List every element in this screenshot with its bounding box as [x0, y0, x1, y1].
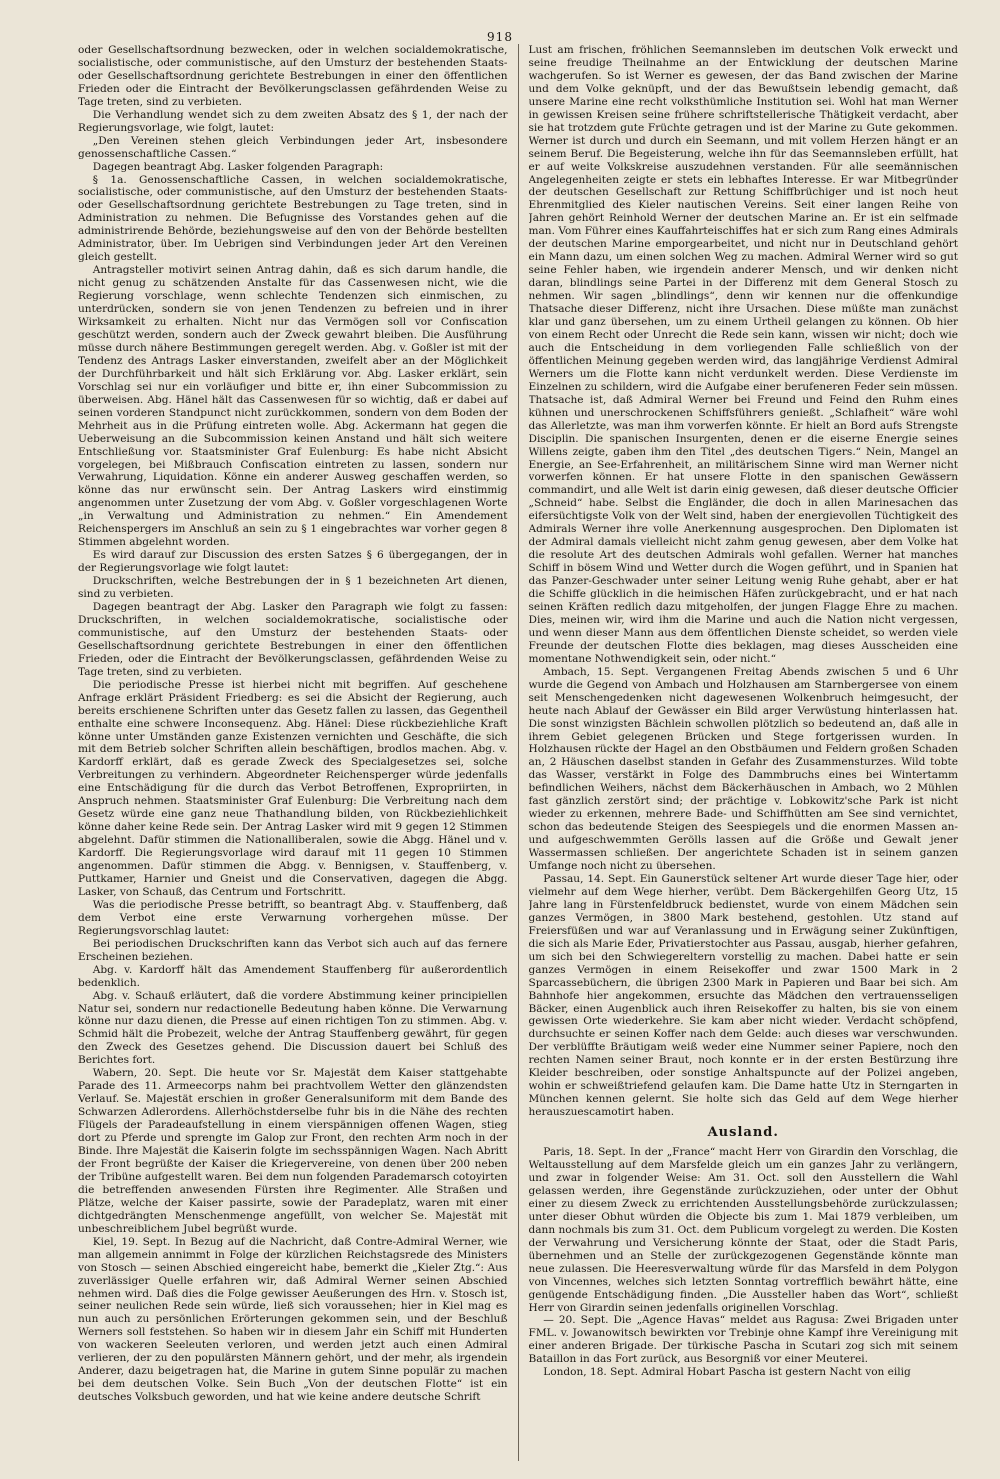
article-paragraph: oder Gesellschaftsordnung bezwecken, oder in welchen socialdemokratische, socialistische, oder communistische, auf den Umsturz der bestehenden Staats- oder Gesellschaftsordnung gerichtete Bestrebungen in einer den öffentlichen Frieden oder die Eintracht der Bevölkerungsclassen gefährdenden Weise zu Tage treten, sind zu verbieten.	[78, 44, 508, 108]
article-paragraph: Passau, 14. Sept. Ein Gaunerstück seltener Art wurde dieser Tage hier, oder vielmehr auf dem Wege hierher, verübt. Dem Bäckergehilfen Georg Utz, 15 Jahre lang in Fürstenfeldbruck bedienstet, wurde von einem Mädchen sein ganzes Vermögen, in 3800 Mark bestehend, gestohlen. Utz stand auf Freiersfüßen und war auf Veranlassung und in Erwägung seiner Zukünftigen, die sich als Marie Eder, Privatierstochter aus Passau, ausgab, hierher gefahren, um sich bei den Schwiegereltern vorstellig zu machen. Dabei hatte er sein ganzes Vermögen in einem Reisekoffer und zwar 1500 Mark in 2 Sparcassebüchern, die übrigen 2300 Mark in Papieren und Baar bei sich. Am Bahnhofe hier angekommen, ersuchte das Mädchen den vertrauensseligen Bäcker, einen Augenblick auch ihren Reisekoffer zu halten, bis sie von einem gewissen Orte wiederkehre. Sie kam aber nicht wieder. Verdacht schöpfend, durchsuchte er seinen Koffer nach dem Gelde: auch dieses war verschwunden. Der verblüffte Bräutigam weiß weder eine Nummer seiner Papiere, noch den rechten Namen seiner Braut, noch konnte er in der ersten Bestürzung ihre Kleider beschreiben, oder sonstige Anhaltspuncte auf der Polizei angeben, wohin er schweißtriefend gelaufen kam. Die Dame hatte Utz in Sterngarten in München kennen gelernt. Sie holte sich das Geld auf dem Wege hierher herauszuescamotirt haben.	[528, 873, 958, 1119]
article-paragraph: London, 18. Sept. Admiral Hobart Pascha ist gestern Nacht von eilig	[543, 1366, 911, 1379]
article-paragraph: Paris, 18. Sept. In der „France“ macht Herr von Girardin den Vorschlag, die Weltausstellung auf dem Marsfelde gleich um ein ganzes Jahr zu verlängern, und zwar in folgender Weise: Am 31. Oct. soll den Ausstellern die Wahl gelassen werden, ihre Gegenstände zurückzuziehen, oder unter der Obhut einer zu diesem Zweck zu errichtenden Ausstellungsbehörde zurückzulassen; unter dieser Obhut würden die Objecte bis zum 1. Mai 1879 verbleiben, um dann nochmals bis zum 31. Oct. dem Publicum vorgelegt zu werden. Die Kosten der Verwahrung und Versicherung könnte der Staat, oder die Stadt Paris, übernehmen und an Stelle der zurückgezogenen Gegenstände könnte man neue zulassen. Die Heeresverwaltung würde für das Marsfeld in dem Polygon von Vincennes, welches sich letzten Sonntag vortrefflich bewährt hätte, eine genügende Entschädigung finden. „Die Aussteller haben das Wort“, schließt Herr von Girardin seinen jedenfalls originellen Vorschlag.	[528, 1146, 958, 1314]
article-paragraph: Kiel, 19. Sept. In Bezug auf die Nachricht, daß Contre-Admiral Werner, wie man allgemein annimmt in Folge der kürzlichen Reichstagsrede des Ministers von Stosch — seinen Abschied eingereicht habe, bemerkt die „Kieler Ztg.“: Aus zuverlässiger Quelle erfahren wir, daß Admiral Werner seinen Abschied nehmen wird. Daß dies die Folge gewisser Aeußerungen des Hrn. v. Stosch ist, seiner neulichen Rede sein würde, ließ sich voraussehen; hier in Kiel mag es nun auch zu persönlichen Erörterungen gekommen sein, und der Beschluß Werners soll feststehen. So haben wir in diesem Jahr ein Schiff mit Hunderten von wackeren Seeleuten verloren, und werden jetzt auch einen Admiral verlieren, der zu den populärsten Männern gehört, und der mehr, als irgendein Anderer, dazu beigetragen hat, die Marine in gutem Sinne populär zu machen bei dem deutschen Volke. Sein Buch „Von der deutschen Flotte“ ist ein deutsches Volksbuch geworden, und hat wie keine andere deutsche Schrift	[78, 1235, 508, 1404]
column-rule	[518, 44, 519, 1461]
article-paragraph: Ambach, 15. Sept. Vergangenen Freitag Abends zwischen 5 und 6 Uhr wurde die Gegend von Ambach und Holzhausen am Starnbergersee von einem seit Menschengedenken nicht dagewesenen Wolkenbruch heimgesucht, der heute nach Ablauf der Gewässer ein Bild arger Verwüstung hinterlassen hat. Die sonst winzigsten Bächlein schwollen plötzlich so bedeutend an, daß alle in ihrem Gebiet gelegenen Brücken und Stege fortgerissen wurden. In Holzhausen rückte der Hagel an den Obstbäumen und Feldern großen Schaden an, 2 Häuschen daselbst standen in Gefahr des Zusammensturzes. Wild tobte das Wasser, verstärkt in Folge des Dammbruchs eines bei Wintertamm befindlichen Weihers, nächst dem Bäckerhäuschen in Ambach, wo 2 Mühlen fast gänzlich zerstört sind; der prächtige v. Lobkowitz'sche Park ist nicht wieder zu erkennen, mehrere Bade- und Schiffhütten am See sind vernichtet, schon das bedeutende Steigen des Seespiegels und die enormen Massen an- und aufgeschwemmten Gerölls lassen auf die Größe und Gewalt jener Wassermassen schließen. Der angerichtete Schaden ist in seinem ganzen Umfange noch nicht zu übersehen.	[528, 665, 958, 873]
article-paragraph: Die Verhandlung wendet sich zu dem zweiten Absatz des § 1, der nach der Regierungsvorlage, wie folgt, lautet:	[78, 108, 508, 134]
article-paragraph: Dagegen beantragt Abg. Lasker folgenden Paragraph:	[92, 160, 384, 173]
article-paragraph: Abg. v. Kardorff hält das Amendement Stauffenberg für außerordentlich bedenklich.	[78, 963, 508, 989]
article-paragraph: Die periodische Presse ist hierbei nicht mit begriffen. Auf geschehene Anfrage erklärt Präsident Friedberg: es sei die Absicht der Regierung, auch bereits erschienene Schriften unter das Gesetz fallen zu lassen, das Gegentheil enthalte eine schwere Inconsequenz. Abg. Hänel: Diese rückbeziehliche Kraft könne unter Umständen ganze Existenzen vernichten und Geschäfte, die sich mit dem Betrieb solcher Schriften allein beschäftigen, brodlos machen. Abg. v. Kardorff erklärt, daß es gerade Zweck des Specialgesetzes sei, solche Verbreitungen zu verhindern. Abgeordneter Reichensperger würde jedenfalls eine Entschädigung für die durch das Verbot Betroffenen, Expropriirten, in Anspruch nehmen. Staatsminister Graf Eulenburg: Die Verbreitung nach dem Gesetz würde eine ganz neue Thathandlung bilden, von Rückbeziehlichkeit könne daher keine Rede sein. Der Antrag Lasker wird mit 9 gegen 12 Stimmen abgelehnt. Dafür stimmen die Nationalliberalen, sowie die Abgg. Hänel und v. Kardorff. Die Regierungsvorlage wird darauf mit 11 gegen 10 Stimmen angenommen. Dafür stimmen die Abgg. v. Bennigsen, v. Stauffenberg, v. Puttkamer, Harnier und Gneist und die Conservativen, dagegen die Abgg. Lasker, von Schauß, das Centrum und Fortschritt.	[78, 678, 508, 898]
article-paragraph: § 1a. Genossenschaftliche Cassen, in welchen socialdemokratische, socialistische, oder communistische, auf den Umsturz der bestehenden Staats- oder Gesellschaftsordnung gerichtete Bestrebungen zu Tage treten, sind in Administration zu nehmen. Die Befugnisse des Vorstandes gehen auf die administrirende Behörde, beziehungsweise auf den von der Behörde bestellten Administrator, über. Im Uebrigen sind Verbindungen jeder Art den Vereinen gleich gestellt.	[78, 173, 508, 264]
article-paragraph: — 20. Sept. Die „Agence Havas“ meldet aus Ragusa: Zwei Brigaden unter FML. v. Jowanowitsch bewirkten vor Trebinje ohne Kampf ihre Vereinigung mit einer anderen Brigade. Der türkische Pascha in Scutari zog sich mit seinem Bataillon in das Fort zurück, aus Besorgniß vor einer Meuterei.	[528, 1314, 958, 1366]
article-paragraph: „Den Vereinen stehen gleich Verbindungen jeder Art, insbesondere genossenschaftliche Cassen.“	[78, 134, 508, 160]
article-paragraph: Es wird darauf zur Discussion des ersten Satzes § 6 übergegangen, der in der Regierungsvorlage wie folgt lautet:	[78, 549, 508, 575]
ausland-body	[529, 1146, 959, 1379]
left-column	[78, 44, 508, 1461]
article-paragraph: Wabern, 20. Sept. Die heute vor Sr. Majestät dem Kaiser stattgehabte Parade des 11. Armeecorps nahm bei prachtvollem Wetter den glänzendsten Verlauf. Se. Majestät erschien in großer Generalsuniform mit dem Bande des Schwarzen Adlerordens. Allerhöchstderselbe fuhr bis in die Nähe des rechten Flügels der Paradeaufstellung in einem vierspännigen offenen Wagen, stieg dort zu Pferde und sprengte im Galop zur Front, den rechten Arm noch in der Binde. Ihre Majestät die Kaiserin folgte im sechsspännigen Wagen. Nach Abritt der Front begrüßte der Kaiser die Kriegervereine, von denen über 200 neben der Tribüne aufgestellt waren. Bei dem nun folgenden Parademarsch cotoyirten die betreffenden anwesenden Fürsten ihre Regimenter. Alle Straßen und Plätze, welche der Kaiser passirte, sowie der Paradeplatz, waren mit einer dichtgedrängten Menschenmenge angefüllt, von welcher Se. Majestät mit unbeschreiblichem Jubel begrüßt wurde.	[78, 1067, 508, 1235]
page-number: 918	[487, 30, 513, 44]
article-paragraph: Dagegen beantragt der Abg. Lasker den Paragraph wie folgt zu fassen: Druckschriften, in welchen socialdemokratische, socialistische oder communistische, auf den Umsturz der bestehenden Staats- oder Gesellschaftsordnung gerichtete Bestrebungen in einer den öffentlichen Frieden, oder die Eintracht der Bevölkerungsclassen, gefährdenden Weise zu Tage treten, sind zu verbieten.	[78, 600, 508, 678]
section-heading-ausland: Ausland.	[707, 1125, 779, 1141]
right-column-body	[529, 44, 959, 1119]
article-paragraph: Bei periodischen Druckschriften kann das Verbot sich auch auf das fernere Erscheinen beziehen.	[78, 937, 508, 963]
article-paragraph: Abg. v. Schauß erläutert, daß die vordere Abstimmung keiner principiellen Natur sei, sondern nur redactionelle Bedeutung haben könne. Die Verwarnung könne nur dazu dienen, die Presse auf einen richtigen Ton zu stimmen. Abg. v. Schmid hält die Probezeit, welche der Antrag Stauffenberg gewährt, für gegen den Zweck des Gesetzes gehend. Die Discussion dauert bei Schluß des Berichtes fort.	[78, 989, 508, 1067]
article-paragraph: Druckschriften, welche Bestrebungen der in § 1 bezeichneten Art dienen, sind zu verbieten.	[78, 575, 508, 601]
article-paragraph: Lust am frischen, fröhlichen Seemannsleben im deutschen Volk erweckt und seine freudige Theilnahme an der Entwicklung der deutschen Marine wachgerufen. So ist Werner es gewesen, der das Band zwischen der Marine und dem Volke geknüpft, und der das Bewußtsein lebendig gemacht, daß unsere Marine eine recht volksthümliche Institution sei. Wohl hat man Werner in gewissen Kreisen seine frühere schriftstellerische Thätigkeit verdacht, aber sie hat trotzdem gute Früchte getragen und ist der Marine zu Gute gekommen. Werner ist durch und durch ein Seemann, und mit vollem Herzen hängt er an seinem Beruf. Die Begeisterung, welche ihn für das Seemannsleben erfüllt, hat er auf weite Volkskreise auszudehnen verstanden. Für alle seemännischen Angelegenheiten zeigte er stets ein lebhaftes Interesse. Er war Mitbegründer der deutschen Gesellschaft zur Rettung Schiffbrüchiger und ist noch heut Ehrenmitglied des Kieler nautischen Vereins. Seit einer langen Reihe von Jahren gehört Reinhold Werner der deutschen Marine an. Er ist ein selfmade man. Vom Führer eines Kauffahrteischiffes hat er sich zum Rang eines Admirals der deutschen Marine emporgearbeitet, und nicht nur in Deutschland gehört ein Mann dazu, um einen solchen Weg zu machen. Admiral Werner wird so gut seine Fehler haben, wie irgendein anderer Mensch, und wir denken nicht daran, blindlings seine Partei in der Differenz mit dem General Stosch zu nehmen. Wir sagen „blindlings“, denn wir kennen nur die offenkundige Thatsache dieser Differenz, nicht ihre Ursachen. Diese müßte man zunächst klar und ganz übersehen, um zu einem Urtheil gelangen zu können. Ob hier von einem Recht oder Unrecht die Rede sein kann, wissen wir nicht; doch wie auch die Entscheidung in dem vorliegenden Falle schließlich von der öffentlichen Meinung gegeben werden wird, das langjährige Verdienst Admiral Werners um die Flotte kann nicht verdunkelt werden. Diese Verdienste im Einzelnen zu schildern, wird die Aufgabe einer berufeneren Feder sein müssen. Thatsache ist, daß Admiral Werner bei Freund und Feind den Ruhm eines kühnen und unerschrockenen Schiffsführers genießt. „Schlafheit“ wäre wohl das Allerletzte, was man ihm vorwerfen könnte. Er hielt an Bord aufs Strengste Disciplin. Die spanischen Insurgenten, denen er die eiserne Energie seines Willens zeigte, gaben ihm den Titel „des deutschen Tigers.“ Nein, Mangel an Energie, an See-Erfahrenheit, an militärischem Sinne wird man Werner nicht vorwerfen können. Er hat unsere Flotte in den spanischen Gewässern commandirt, und alle Welt ist darin einig gewesen, daß dieser deutsche Officier „Schneid“ habe. Selbst die Engländer, die doch in allen Marinesachen das eifersüchtigste Volk von der Welt sind, haben der energievollen Tüchtigkeit des Admirals Werner ihre volle Anerkennung ausgesprochen. Den Diplomaten ist der Admiral damals vielleicht nicht zahm genug gewesen, aber dem Volke hat die resolute Art des deutschen Admirals wohl gefallen. Werner hat manches Schiff in bösem Wind und Wetter durch die Wogen geführt, und in Spanien hat das Panzer-Geschwader unter seiner Leitung wenig Ruhe gehabt, aber er hat die Schiffe glücklich in die heimischen Häfen zurückgebracht, und er hat nach seinen Kräften redlich dazu mitgeholfen, der jungen Flagge Ehre zu machen. Dies, meinen wir, wird ihm die Marine und auch die Nation nicht vergessen, und wenn dieser Mann aus dem öffentlichen Dienste scheidet, so werden viele Freunde der deutschen Flotte dies beklagen, mag dieses Ausscheiden eine momentane Nothwendigkeit sein, oder nicht.“	[528, 44, 958, 665]
right-column	[529, 44, 959, 1461]
columns	[78, 44, 958, 1461]
article-paragraph: Was die periodische Presse betrifft, so beantragt Abg. v. Stauffenberg, daß dem Verbot eine erste Verwarnung vorhergehen müsse. Der Regierungsvorschlag lautet:	[78, 898, 508, 937]
article-paragraph: Antragsteller motivirt seinen Antrag dahin, daß es sich darum handle, die nicht genug zu schätzenden Anstalte für das Cassenwesen nicht, wie die Regierung vorschlage, wenn schlechte Tendenzen sich einmischen, zu unterdrücken, sondern sie von jenen Tendenzen zu befreien und in ihrer Wirksamkeit zu erhalten. Nicht nur das Vermögen soll vor Confiscation geschützt werden, sondern auch der Zweck gewahrt bleiben. Die Ausführung müsse durch nähere Bestimmungen geregelt werden. Abg. v. Goßler ist mit der Tendenz des Antrags Lasker einverstanden, zweifelt aber an der Möglichkeit der Durchführbarkeit und hält sich Erklärung vor. Abg. Lasker erklärt, sein Vorschlag sei nur ein vorläufiger und bitte er, ihn einer Subcommission zu überweisen. Abg. Hänel hält das Cassenwesen für so wichtig, daß er dabei auf seinen vorderen Standpunct nicht zurückkommen, sondern von dem Boden der Mehrheit aus in die Prüfung eintreten wolle. Abg. Ackermann hat gegen die Ueberweisung an die Subcommission keinen Anstand und hält sich weitere Entschließung vor. Staatsminister Graf Eulenburg: Es habe nicht Absicht vorgelegen, bei Mißbrauch Confiscation eintreten zu lassen, sondern nur Verwahrung, Liquidation. Könne ein anderer Ausweg geschaffen werden, so könne das nur erwünscht sein. Der Antrag Laskers wird einstimmig angenommen unter Zusetzung der vom Abg. v. Goßler vorgeschlagenen Worte „in Verwaltung und Administration zu nehmen.“ Ein Amendement Reichenspergers im Anschluß an sein zu § 1 eingebrachtes war vorher gegen 8 Stimmen abgelehnt worden.	[78, 264, 508, 549]
